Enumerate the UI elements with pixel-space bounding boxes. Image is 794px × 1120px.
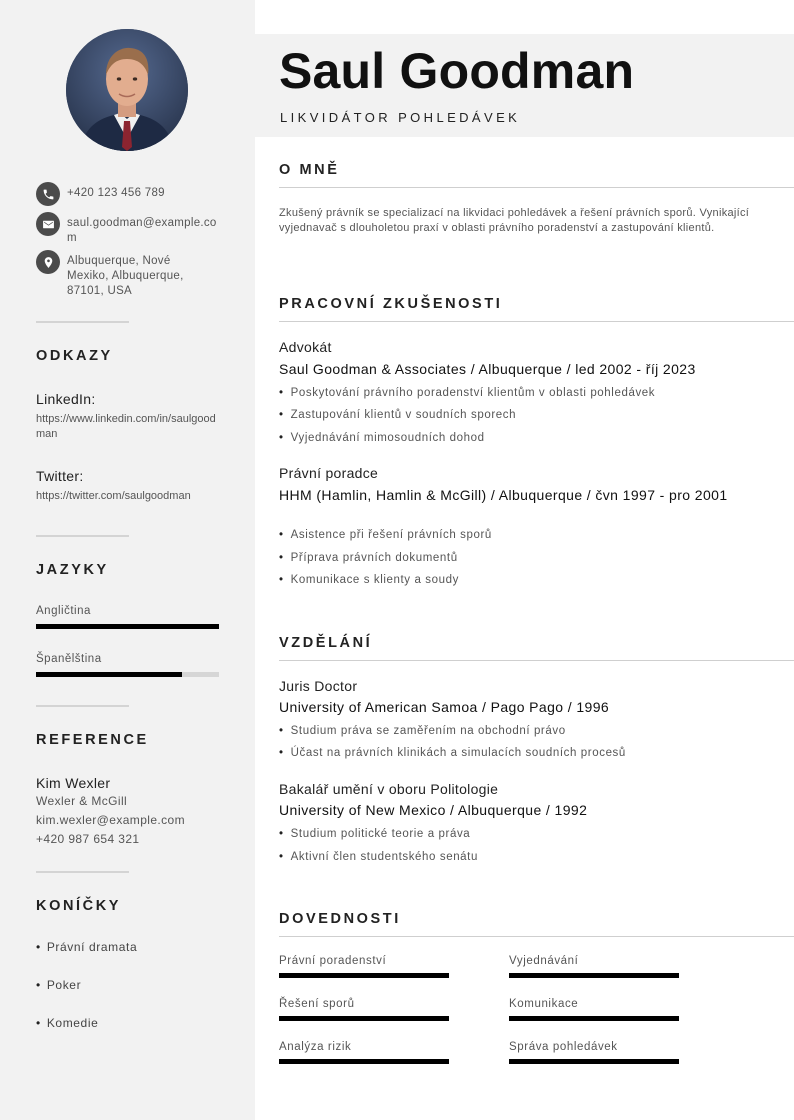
job-duty-item: • Vyjednávání mimosoudních dohod: [279, 432, 485, 444]
language-level-fill: [36, 672, 182, 677]
job-duty-item: • Zastupování klientů v soudních sporech: [279, 409, 517, 421]
education-heading: VZDĚLÁNÍ: [279, 635, 373, 651]
hobby-item: • Komedie: [36, 1016, 99, 1030]
job-duty-item: • Asistence při řešení právních sporů: [279, 529, 492, 541]
job-position-details: HHM (Hamlin, Hamlin & McGill) / Albuquerque / čvn 1997 - pro 2001: [279, 487, 728, 503]
sidebar-divider: [36, 535, 129, 537]
skill-level-fill: [279, 1016, 449, 1021]
degree-details: University of American Samoa / Pago Pago / 1996: [279, 699, 610, 715]
language-name: Španělština: [36, 653, 102, 665]
skill-level-fill: [509, 1059, 679, 1064]
email-link[interactable]: saul.goodman@example.com: [67, 217, 217, 244]
job-title: LIKVIDÁTOR POHLEDÁVEK: [280, 110, 521, 125]
skills-heading: DOVEDNOSTI: [279, 911, 401, 927]
job-duty-item: • Komunikace s klienty a soudy: [279, 574, 459, 586]
skill-level-fill: [509, 973, 679, 978]
sidebar-divider: [36, 871, 129, 873]
language-level-fill: [36, 624, 219, 629]
section-rule: [279, 187, 794, 188]
skill-level-bar: [509, 1059, 679, 1064]
location-icon: [36, 250, 60, 274]
person-name: Saul Goodman: [279, 43, 635, 99]
address-text: Albuquerque, Nové Mexiko, Albuquerque, 87101, USA: [67, 255, 184, 297]
job-position-details: Saul Goodman & Associates / Albuquerque / led 2002 - říj 2023: [279, 361, 696, 377]
skill-level-fill: [279, 973, 449, 978]
reference-email[interactable]: kim.wexler@example.com: [36, 813, 186, 827]
job-position-title: Právní poradce: [279, 465, 379, 481]
sidebar-divider: [36, 321, 129, 323]
reference-heading: REFERENCE: [36, 732, 149, 748]
hobby-item: • Poker: [36, 978, 82, 992]
experience-heading: PRACOVNÍ ZKUŠENOSTI: [279, 296, 503, 312]
degree-title: Bakalář umění v oboru Politologie: [279, 781, 499, 797]
twitter-link[interactable]: https://twitter.com/saulgoodman: [36, 490, 191, 502]
twitter-label: Twitter:: [36, 468, 84, 484]
contact-email: [36, 212, 226, 246]
job-duty-item: • Poskytování právního poradenství klientům v oblasti pohledávek: [279, 387, 656, 399]
section-rule: [279, 660, 794, 661]
skill-name: Řešení sporů: [279, 998, 355, 1010]
education-note-item: • Studium práva se zaměřením na obchodní právo: [279, 725, 566, 737]
reference-phone: +420 987 654 321: [36, 832, 140, 846]
language-level-bar: [36, 672, 219, 677]
skill-level-bar: [279, 973, 449, 978]
skill-name: Vyjednávání: [509, 955, 579, 967]
language-name: Angličtina: [36, 605, 91, 617]
phone-text: +420 123 456 789: [67, 187, 165, 199]
contact-phone: [36, 182, 226, 206]
languages-heading: JAZYKY: [36, 562, 109, 578]
degree-details: University of New Mexico / Albuquerque / 1992: [279, 802, 588, 818]
about-heading: O MNĚ: [279, 162, 340, 178]
degree-title: Juris Doctor: [279, 678, 358, 694]
skill-level-fill: [279, 1059, 449, 1064]
skill-name: Analýza rizik: [279, 1041, 352, 1053]
reference-name: Kim Wexler: [36, 775, 111, 791]
skill-name: Komunikace: [509, 998, 579, 1010]
skill-level-fill: [509, 1016, 679, 1021]
reference-company: Wexler & McGill: [36, 794, 128, 808]
email-icon: [36, 212, 60, 236]
job-duty-item: • Příprava právních dokumentů: [279, 552, 458, 564]
education-note-item: • Studium politické teorie a práva: [279, 828, 471, 840]
skill-level-bar: [509, 973, 679, 978]
about-text: Zkušený právník se specializací na likvidaci pohledávek a řešení právních sporů. Vynikající vyjednavač s dlouholetou praxí v oblasti právního poradenství a zastupování klientů.: [279, 207, 750, 234]
phone-icon: [36, 182, 60, 206]
linkedin-label: LinkedIn:: [36, 391, 96, 407]
links-heading: ODKAZY: [36, 348, 113, 364]
hobbies-heading: KONÍČKY: [36, 898, 122, 914]
linkedin-link[interactable]: https://www.linkedin.com/in/saulgoodman: [36, 413, 216, 440]
skill-name: Právní poradenství: [279, 955, 387, 967]
section-rule: [279, 936, 794, 937]
section-rule: [279, 321, 794, 322]
language-level-bar: [36, 624, 219, 629]
skill-level-bar: [279, 1059, 449, 1064]
job-position-title: Advokát: [279, 339, 332, 355]
hobby-item: • Právní dramata: [36, 940, 138, 954]
education-note-item: • Účast na právních klinikách a simulacích soudních procesů: [279, 747, 626, 759]
skill-name: Správa pohledávek: [509, 1041, 618, 1053]
skill-level-bar: [279, 1016, 449, 1021]
education-note-item: • Aktivní člen studentského senátu: [279, 851, 478, 863]
skill-level-bar: [509, 1016, 679, 1021]
contact-address: [36, 250, 226, 299]
profile-photo: [66, 29, 188, 151]
sidebar-divider: [36, 705, 129, 707]
